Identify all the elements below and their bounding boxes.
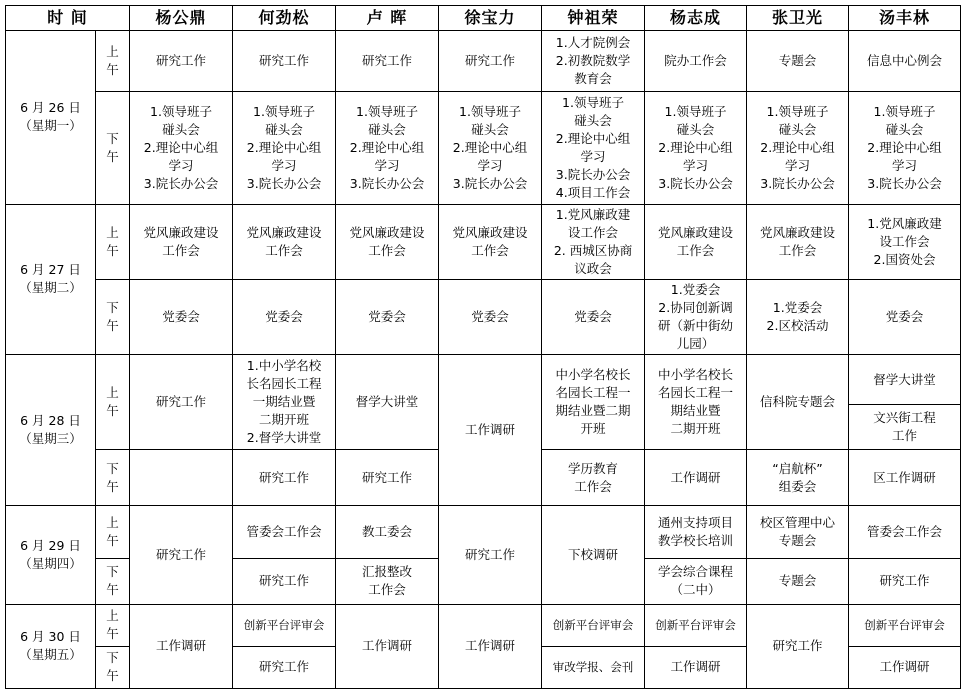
date-cell: 6 月 26 日 （星期一） bbox=[6, 31, 96, 205]
schedule-cell: 1.人才院例会 2.初教院数学 教育会 bbox=[542, 31, 645, 92]
schedule-cell: 研究工作 bbox=[439, 506, 542, 604]
schedule-cell: 研究工作 bbox=[130, 506, 233, 604]
schedule-cell: 党风廉政建设 工作会 bbox=[645, 204, 747, 279]
schedule-cell: 1.领导班子 碰头会 2.理论中心组 学习 3.院长办公会 bbox=[233, 92, 336, 204]
schedule-cell: 创新平台评审会 bbox=[233, 604, 336, 646]
schedule-cell: 研究工作 bbox=[336, 450, 439, 506]
schedule-cell: 中小学名校长 名园长工程一 期结业暨二期 开班 bbox=[542, 355, 645, 450]
schedule-row bbox=[6, 31, 961, 92]
schedule-cell: 党委会 bbox=[336, 279, 439, 354]
schedule-cell: 1.党风廉政建 设工作会 2. 西城区协商 议政会 bbox=[542, 204, 645, 279]
slot-am: 上 午 bbox=[96, 31, 130, 92]
schedule-cell: 专题会 bbox=[747, 558, 849, 604]
schedule-cell: 1.领导班子 碰头会 2.理论中心组 学习 3.院长办公会 bbox=[130, 92, 233, 204]
schedule-cell: 校区管理中心 专题会 bbox=[747, 506, 849, 558]
schedule-cell: 创新平台评审会 bbox=[542, 604, 645, 646]
schedule-cell: 1.领导班子 碰头会 2.理论中心组 学习 3.院长办公会 bbox=[336, 92, 439, 204]
schedule-cell: 1.中小学名校 长名园长工程 一期结业暨 二期开班 2.督学大讲堂 bbox=[233, 355, 336, 450]
schedule-cell: 党委会 bbox=[233, 279, 336, 354]
schedule-cell: 管委会工作会 bbox=[233, 506, 336, 558]
header-person: 汤丰林 bbox=[849, 6, 961, 31]
schedule-cell: 工作调研 bbox=[645, 646, 747, 688]
schedule-cell: 教工委会 bbox=[336, 506, 439, 558]
schedule-cell: 党风廉政建设 工作会 bbox=[747, 204, 849, 279]
schedule-cell: 研究工作 bbox=[233, 558, 336, 604]
slot-pm: 下 午 bbox=[96, 558, 130, 604]
schedule-cell: 党委会 bbox=[439, 279, 542, 354]
schedule-cell: 研究工作 bbox=[747, 604, 849, 688]
schedule-cell: 1.领导班子 碰头会 2.理论中心组 学习 3.院长办公会 bbox=[439, 92, 542, 204]
schedule-cell: 工作调研 bbox=[849, 646, 961, 688]
schedule-cell: 党风廉政建设 工作会 bbox=[130, 204, 233, 279]
schedule-cell: 督学大讲堂 bbox=[849, 355, 961, 405]
leader-schedule-table bbox=[5, 5, 961, 689]
header-time: 时 间 bbox=[6, 6, 130, 31]
schedule-cell: 工作调研 bbox=[645, 450, 747, 506]
schedule-cell: 研究工作 bbox=[233, 31, 336, 92]
schedule-cell: 工作调研 bbox=[439, 355, 542, 506]
schedule-cell: 研究工作 bbox=[130, 355, 233, 450]
schedule-cell: 信息中心例会 bbox=[849, 31, 961, 92]
schedule-cell: 管委会工作会 bbox=[849, 506, 961, 558]
header-person: 钟祖荣 bbox=[542, 6, 645, 31]
schedule-cell: 审改学报、会刊 bbox=[542, 646, 645, 688]
header-row bbox=[6, 6, 961, 31]
schedule-cell: 1.领导班子 碰头会 2.理论中心组 学习 3.院长办公会 4.项目工作会 bbox=[542, 92, 645, 204]
schedule-cell: 信科院专题会 bbox=[747, 355, 849, 450]
schedule-cell: 1.领导班子 碰头会 2.理论中心组 学习 3.院长办公会 bbox=[849, 92, 961, 204]
date-cell: 6 月 27 日 （星期二） bbox=[6, 204, 96, 354]
date-cell: 6 月 29 日 （星期四） bbox=[6, 506, 96, 604]
schedule-row bbox=[6, 355, 961, 405]
schedule-row bbox=[6, 604, 961, 646]
slot-pm: 下 午 bbox=[96, 279, 130, 354]
schedule-cell: 专题会 bbox=[747, 31, 849, 92]
schedule-cell: 1.领导班子 碰头会 2.理论中心组 学习 3.院长办公会 bbox=[747, 92, 849, 204]
schedule-row bbox=[6, 204, 961, 279]
schedule-cell: 研究工作 bbox=[439, 31, 542, 92]
header-person: 杨志成 bbox=[645, 6, 747, 31]
date-cell: 6 月 30 日 （星期五） bbox=[6, 604, 96, 688]
schedule-cell: 1.党风廉政建 设工作会 2.国资处会 bbox=[849, 204, 961, 279]
schedule-cell: 1.党委会 2.区校活动 bbox=[747, 279, 849, 354]
schedule-cell: 创新平台评审会 bbox=[849, 604, 961, 646]
slot-pm: 下 午 bbox=[96, 450, 130, 506]
schedule-cell: 汇报整改 工作会 bbox=[336, 558, 439, 604]
header-person: 杨公鼎 bbox=[130, 6, 233, 31]
schedule-cell: 党风廉政建设 工作会 bbox=[439, 204, 542, 279]
schedule-cell: 党风廉政建设 工作会 bbox=[233, 204, 336, 279]
schedule-cell: 党委会 bbox=[849, 279, 961, 354]
schedule-cell: 学历教育 工作会 bbox=[542, 450, 645, 506]
schedule-cell: 1.党委会 2.协同创新调 研（新中街幼 儿园） bbox=[645, 279, 747, 354]
slot-pm: 下 午 bbox=[96, 646, 130, 688]
schedule-cell: 党委会 bbox=[542, 279, 645, 354]
slot-am: 上 午 bbox=[96, 204, 130, 279]
schedule-cell: 下校调研 bbox=[542, 506, 645, 604]
schedule-cell: 工作调研 bbox=[336, 604, 439, 688]
schedule-cell: 通州支持项目 教学校长培训 bbox=[645, 506, 747, 558]
schedule-cell: 督学大讲堂 bbox=[336, 355, 439, 450]
header-person: 卢 晖 bbox=[336, 6, 439, 31]
schedule-cell: 党委会 bbox=[130, 279, 233, 354]
schedule-cell: 中小学名校长 名园长工程一 期结业暨 二期开班 bbox=[645, 355, 747, 450]
header-person: 张卫光 bbox=[747, 6, 849, 31]
header-person: 徐宝力 bbox=[439, 6, 542, 31]
header-person: 何劲松 bbox=[233, 6, 336, 31]
schedule-cell: 1.领导班子 碰头会 2.理论中心组 学习 3.院长办公会 bbox=[645, 92, 747, 204]
schedule-cell: 创新平台评审会 bbox=[645, 604, 747, 646]
slot-am: 上 午 bbox=[96, 355, 130, 450]
slot-am: 上 午 bbox=[96, 506, 130, 558]
schedule-cell: 工作调研 bbox=[130, 604, 233, 688]
schedule-cell: 研究工作 bbox=[130, 31, 233, 92]
schedule-cell: 研究工作 bbox=[336, 31, 439, 92]
schedule-cell: “启航杯” 组委会 bbox=[747, 450, 849, 506]
schedule-cell bbox=[130, 450, 233, 506]
schedule-cell: 院办工作会 bbox=[645, 31, 747, 92]
schedule-cell: 研究工作 bbox=[233, 646, 336, 688]
slot-pm: 下 午 bbox=[96, 92, 130, 204]
schedule-row bbox=[6, 279, 961, 354]
schedule-row bbox=[6, 92, 961, 204]
schedule-cell: 工作调研 bbox=[439, 604, 542, 688]
schedule-cell: 文兴街工程 工作 bbox=[849, 405, 961, 450]
schedule-cell: 学会综合课程 （二中） bbox=[645, 558, 747, 604]
schedule-cell: 研究工作 bbox=[849, 558, 961, 604]
schedule-cell: 研究工作 bbox=[233, 450, 336, 506]
schedule-cell: 党风廉政建设 工作会 bbox=[336, 204, 439, 279]
slot-am: 上 午 bbox=[96, 604, 130, 646]
schedule-row bbox=[6, 506, 961, 558]
schedule-cell: 区工作调研 bbox=[849, 450, 961, 506]
date-cell: 6 月 28 日 （星期三） bbox=[6, 355, 96, 506]
